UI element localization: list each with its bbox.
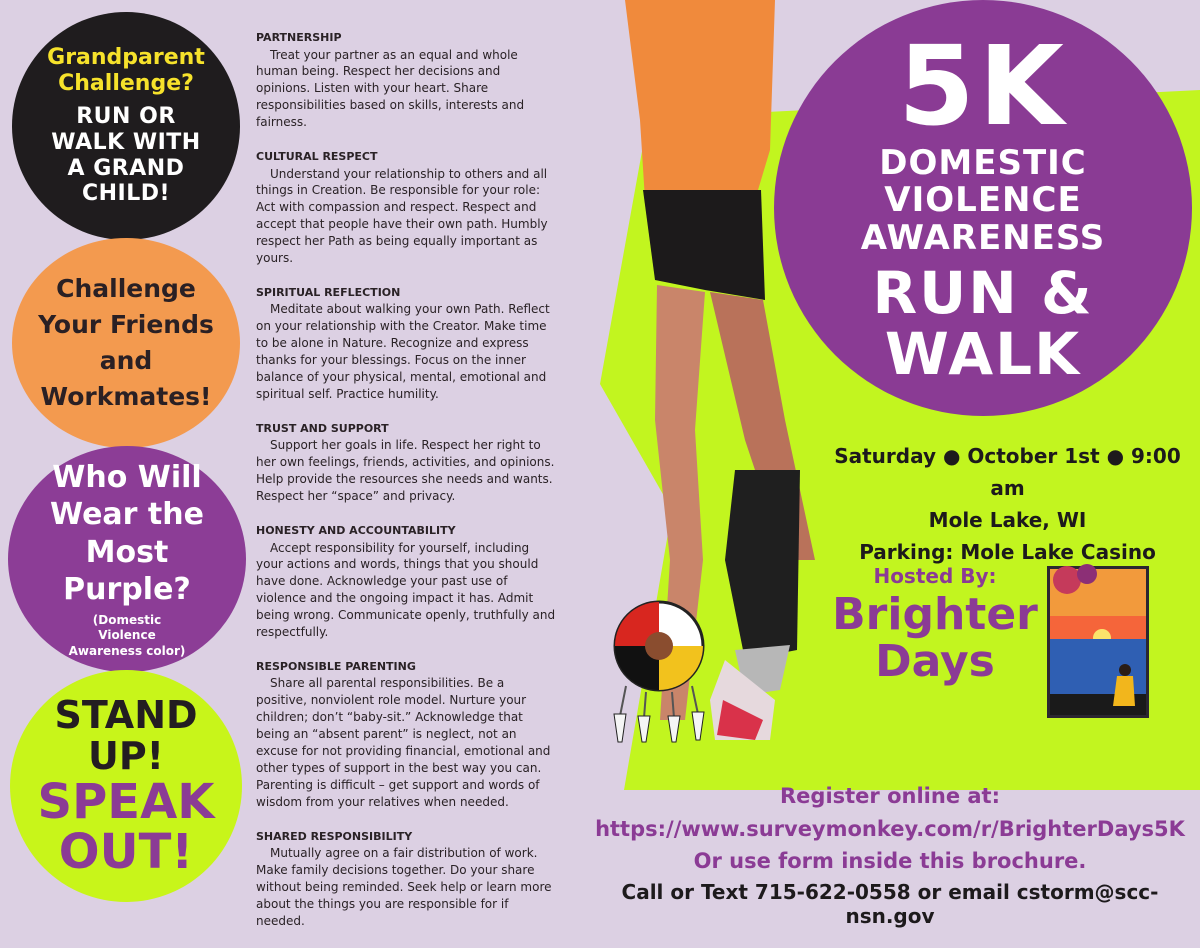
principles-column	[256, 30, 556, 948]
section-text: Mutually agree on a fair distribution of work. Make family decisions together. Do your share without being reminded. Seek help or learn more about the things you are responsible for if needed.	[256, 846, 552, 928]
section-trust-support	[256, 421, 556, 505]
grandparent-question: Grandparent Challenge?	[47, 45, 205, 96]
purple-subtext: (Domestic Violence Awareness color)	[68, 612, 186, 658]
grandparent-text: RUN OR WALK WITH A GRAND CHILD!	[51, 104, 201, 207]
register-url[interactable]: https://www.surveymonkey.com/r/BrighterDays5K	[595, 816, 1185, 841]
section-heading: CULTURAL RESPECT	[256, 150, 378, 164]
section-heading: PARTNERSHIP	[256, 31, 342, 44]
purple-challenge-circle	[8, 446, 246, 672]
section-responsible-parenting	[256, 659, 556, 811]
section-heading: HONESTY AND ACCOUNTABILITY	[256, 524, 456, 538]
event-location: Mole Lake, WI	[928, 508, 1087, 532]
title-dva: DOMESTIC VIOLENCE AWARENESS	[860, 143, 1106, 258]
register-label: Register online at:	[780, 784, 1000, 808]
section-heading: TRUST AND SUPPORT	[256, 421, 389, 435]
grandparent-challenge-circle	[12, 12, 240, 240]
speak-out-text: SPEAK OUT!	[37, 773, 215, 881]
title-5k: 5K	[898, 22, 1068, 151]
contact-line: Call or Text 715-622-0558 or email cstorm@scc-nsn.gov	[621, 880, 1159, 928]
friends-challenge-text: Challenge Your Friends and Workmates!	[38, 273, 214, 412]
section-honesty-accountability	[256, 523, 556, 641]
section-text: Meditate about walking your own Path. Reflect on your relationship with the Creator. Make time to be alone in Nature. Recognize and express thanks for your blessings. Focus on the inner balance of your physical, mental, emotional and spiritual self. Practice humility.	[256, 302, 550, 401]
host-block	[830, 564, 1040, 685]
section-text: Understand your relationship to others and all things in Creation. Be responsible for your role: Act with compassion and respect. Respect and accept that people have their own path. Humbly respect her Path as being equally important as yours.	[256, 166, 548, 266]
stand-up-text: STAND UP!	[54, 692, 198, 778]
register-form-note: Or use form inside this brochure.	[693, 849, 1087, 874]
registration-block	[580, 780, 1200, 878]
hosted-by-label: Hosted By:	[873, 564, 997, 588]
title-circle	[774, 0, 1192, 416]
host-name: Brighter Days	[832, 589, 1038, 687]
event-parking: Parking: Mole Lake Casino	[859, 540, 1156, 564]
section-partnership	[256, 30, 556, 131]
event-details	[820, 440, 1195, 568]
section-text: Support her goals in life. Respect her right to her own feelings, friends, activities, and opinions. Help provide the resources she needs and wants. Respect her “space” and privacy.	[256, 438, 555, 504]
purple-question: Who Will Wear the Most Purple?	[50, 459, 204, 608]
friends-challenge-circle	[12, 238, 240, 448]
section-cultural-respect	[256, 149, 556, 267]
sunset-painting	[1047, 566, 1149, 718]
section-heading: SPIRITUAL REFLECTION	[256, 285, 401, 299]
tribal-emblem-icon	[606, 596, 712, 742]
section-heading: SHARED RESPONSIBILITY	[256, 829, 413, 843]
section-text: Treat your partner as an equal and whole human being. Respect her decisions and opinions. Listen with your heart. Share responsibilities based on skills, interests and fairness.	[256, 47, 525, 130]
stand-up-circle	[10, 670, 242, 902]
title-run-walk: RUN & WALK	[872, 259, 1094, 389]
section-text: Share all parental responsibilities. Be a positive, nonviolent role model. Nurture your children; don’t “baby-sit.” Acknowledge that being an “absent parent” is neglect, not an excuse for not providing financial, emotional and other types of support in the best way you can. Parenting is difficult – get support and words of wisdom from your relatives when needed.	[256, 676, 551, 809]
section-shared-responsibility	[256, 829, 556, 930]
section-heading: RESPONSIBLE PARENTING	[256, 659, 416, 673]
section-text: Accept responsibility for yourself, including your actions and words, things that you should have done. Acknowledge your past use of violence and the ongoing impact it has. Admit being wrong. Communicate openly, truthfully and respectfully.	[256, 540, 556, 640]
section-spiritual-reflection	[256, 285, 556, 403]
event-date-line: Saturday ● October 1st ● 9:00 am	[834, 444, 1181, 500]
